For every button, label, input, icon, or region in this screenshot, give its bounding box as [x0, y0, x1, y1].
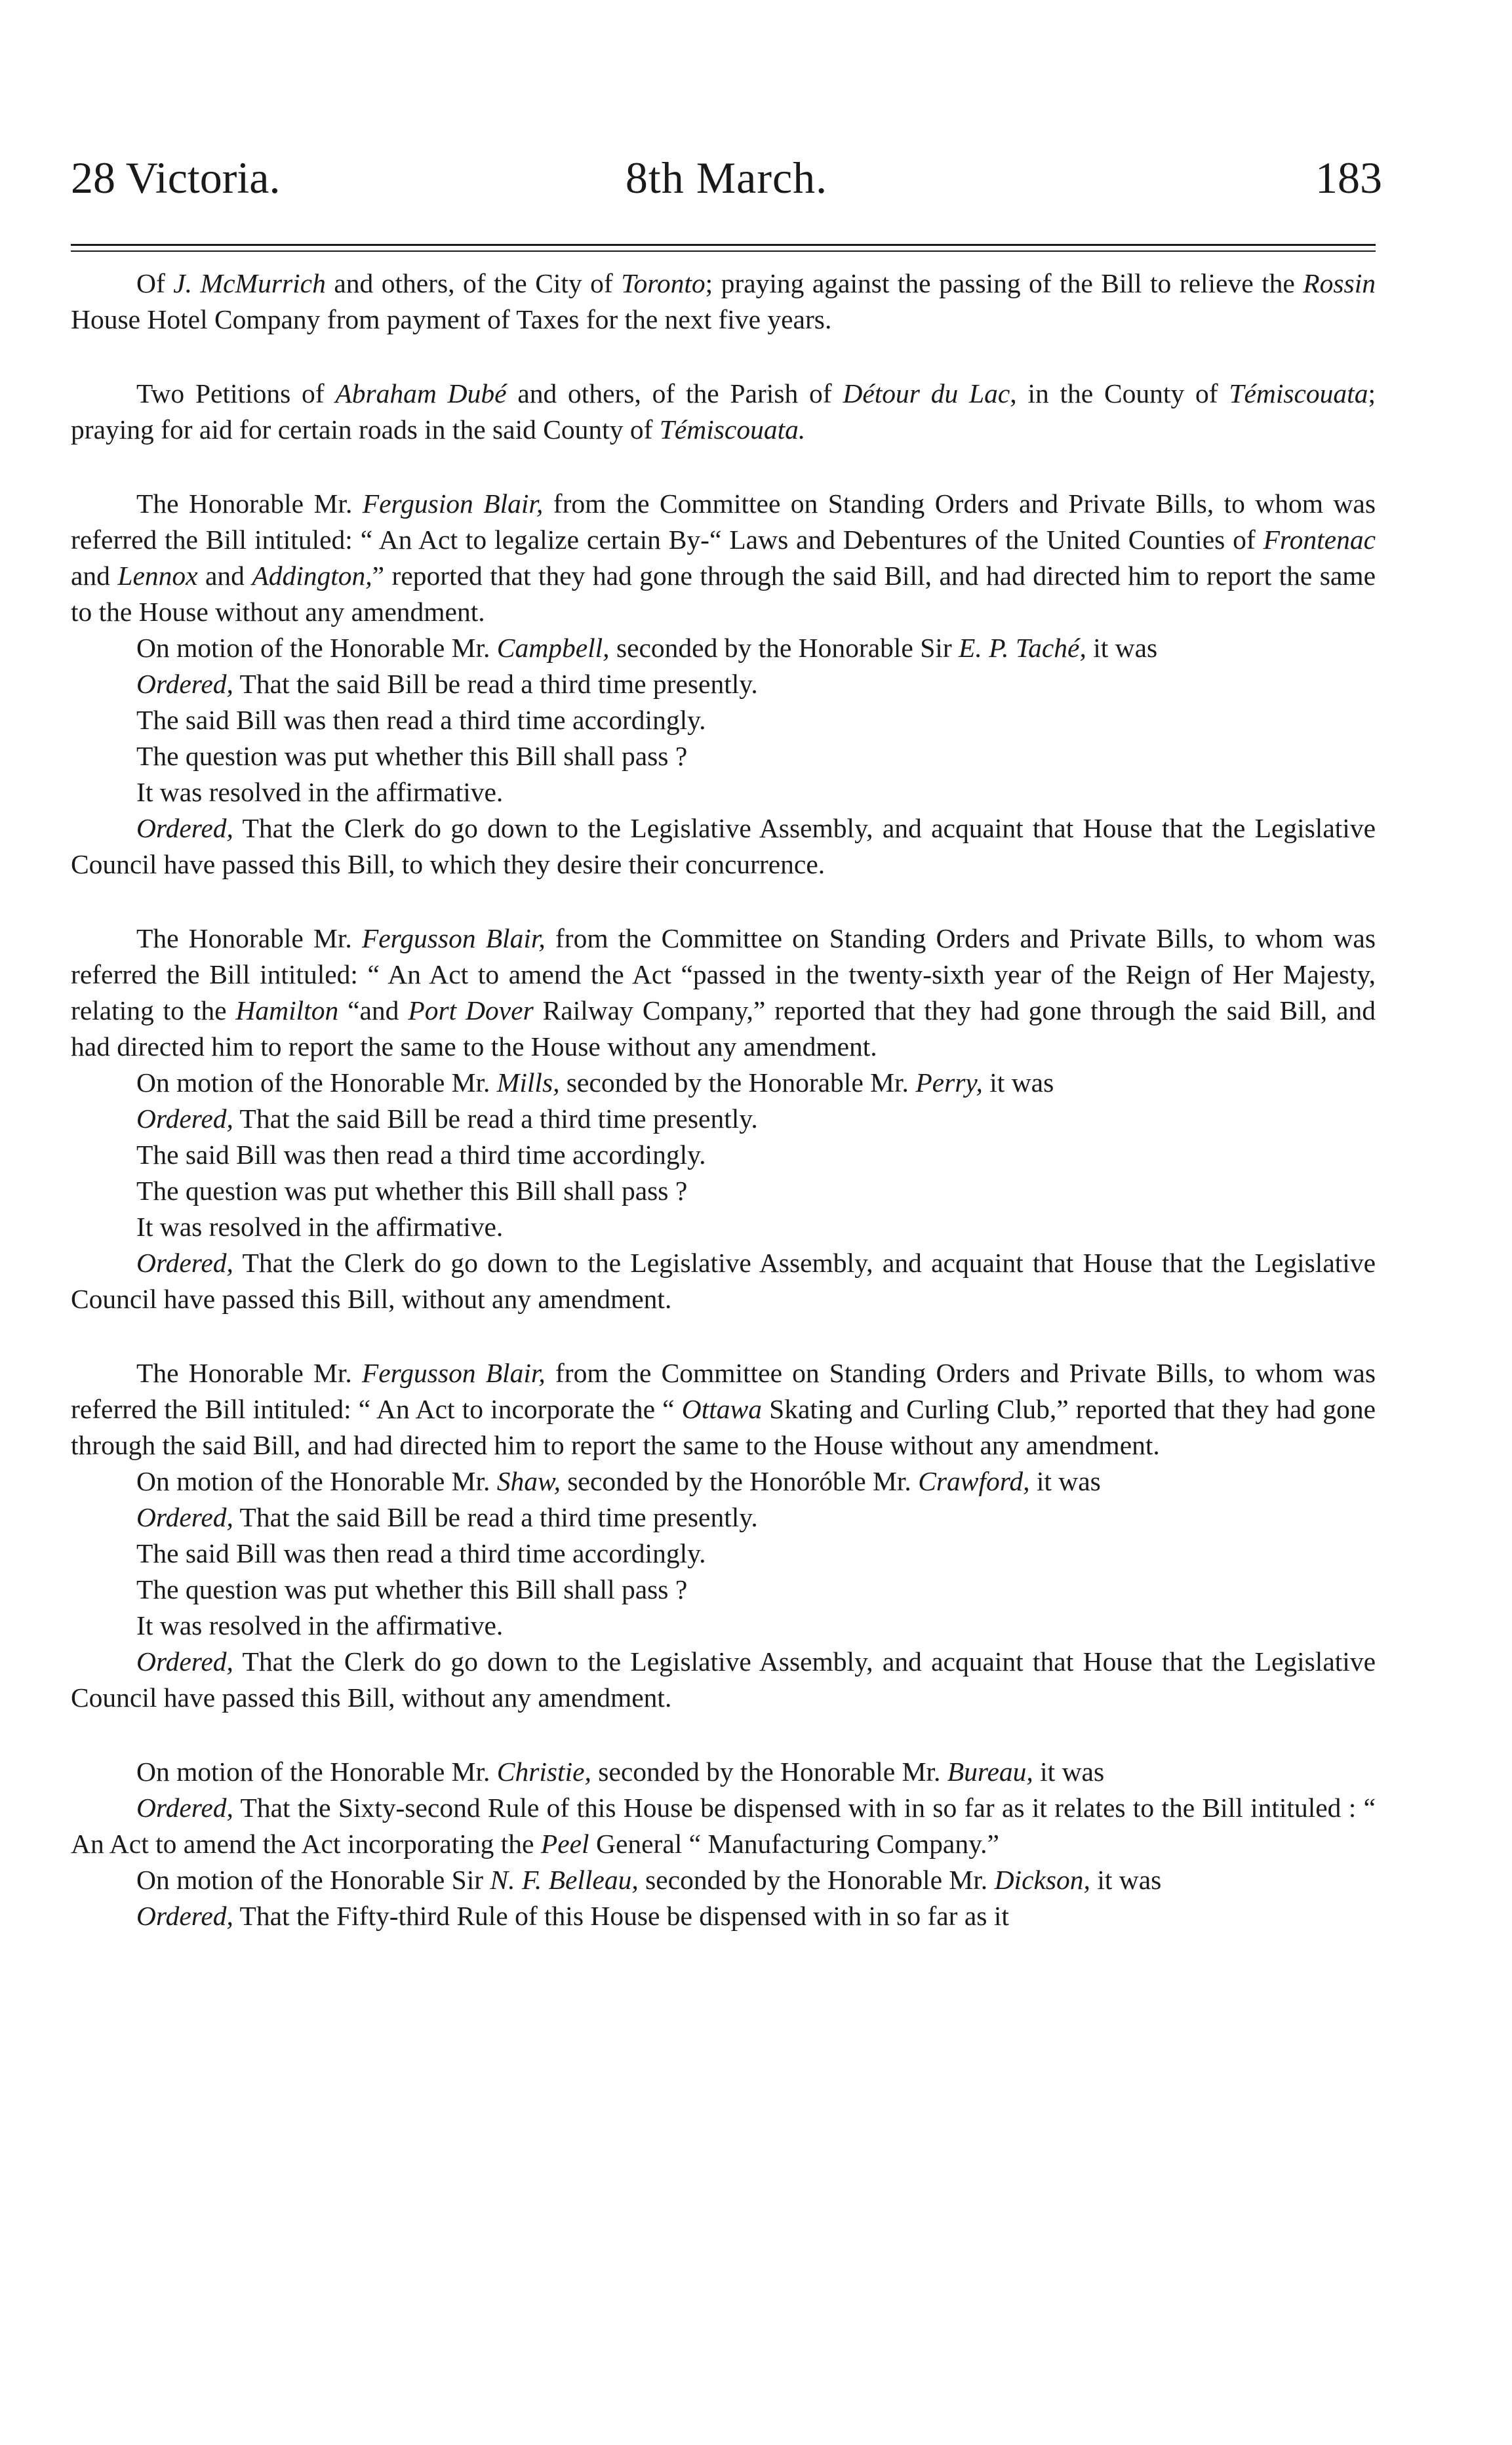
proceeding-line: [71, 1463, 1376, 1500]
italic-text: Ordered,: [136, 1901, 233, 1931]
proceeding-line: [71, 1500, 1376, 1536]
italic-text: Crawford,: [918, 1466, 1030, 1496]
italic-text: J. McMurrich: [173, 268, 326, 298]
italic-text: Shaw,: [496, 1466, 561, 1496]
italic-text: Dickson,: [994, 1865, 1090, 1895]
text-run: It was resolved in the affirmative.: [136, 1212, 504, 1242]
text-run: That the Sixty-second Rule of this House be dispensed with in so far as it relates to the Bill intituled : “ An Act to amend the Act incorporating the: [71, 1793, 1376, 1859]
italic-text: Ordered,: [136, 1248, 233, 1278]
proceeding-line: [71, 774, 1376, 810]
italic-text: Ordered,: [136, 1793, 233, 1823]
italic-text: Témiscouata: [1229, 378, 1368, 408]
proceeding-line: [71, 1644, 1376, 1716]
entry-paragraph: [71, 266, 1376, 338]
journal-entry: [71, 486, 1376, 883]
text-run: That the Clerk do go down to the Legislative Assembly, and acquaint that House that the Legislative Council have passed this Bill, without any amendment.: [71, 1248, 1376, 1314]
proceeding-line: [71, 1101, 1376, 1137]
italic-text: Ordered,: [136, 1502, 233, 1532]
text-run: seconded by the Honorable Mr.: [559, 1067, 916, 1098]
entry-paragraph: [71, 921, 1376, 1065]
text-run: Skating and Curling Club,” reported that they had gone through the said Bill, and had directed him to report the same to the House without any amendment.: [71, 1394, 1376, 1460]
proceeding-line: [71, 1608, 1376, 1644]
entry-paragraph: [71, 376, 1376, 448]
italic-text: Ordered,: [136, 669, 233, 699]
italic-text: Bureau,: [947, 1757, 1033, 1787]
text-run: The Honorable Mr.: [136, 923, 362, 953]
session-label: 28 Victoria.: [71, 153, 281, 203]
text-run: ” reported that they had gone through the said Bill, and had directed him to report the same to the House without any amendment.: [71, 561, 1376, 627]
proceeding-line: [71, 738, 1376, 774]
proceeding-line: [71, 1862, 1376, 1898]
proceeding-line: [71, 1173, 1376, 1209]
entry-paragraph: [71, 1355, 1376, 1463]
text-run: “and: [338, 995, 408, 1025]
text-run: Of: [136, 268, 174, 298]
italic-text: Perry,: [915, 1067, 983, 1098]
italic-text: Fergusion Blair,: [362, 488, 544, 519]
proceeding-line: [71, 1536, 1376, 1572]
italic-text: Mills,: [496, 1067, 560, 1098]
italic-text: Addington,: [252, 561, 372, 591]
proceeding-line: [71, 1209, 1376, 1245]
text-run: That the Clerk do go down to the Legislative Assembly, and acquaint that House that the Legislative Council have passed this Bill, to which they desire their concurrence.: [71, 813, 1376, 879]
text-run: On motion of the Honorable Mr.: [136, 633, 497, 663]
text-run: That the said Bill be read a third time presently.: [233, 1103, 758, 1134]
page-number: 183: [1315, 153, 1382, 203]
italic-text: Rossin: [1303, 268, 1376, 298]
italic-text: E. P. Taché,: [959, 633, 1086, 663]
text-run: The said Bill was then read a third time accordingly.: [136, 1140, 706, 1170]
italic-text: Campbell,: [496, 633, 610, 663]
journal-entry: [71, 266, 1376, 338]
text-run: it was: [1086, 633, 1158, 663]
text-run: it was: [982, 1067, 1054, 1098]
text-run: it was: [1090, 1865, 1162, 1895]
text-run: That the Clerk do go down to the Legislative Assembly, and acquaint that House that the Legislative Council have passed this Bill, without any amendment.: [71, 1646, 1376, 1713]
journal-entry: [71, 921, 1376, 1317]
text-run: Two Petitions of: [136, 378, 336, 408]
text-run: , in the County of: [1010, 378, 1229, 408]
journal-entry: [71, 1355, 1376, 1716]
text-run: it was: [1033, 1757, 1105, 1787]
entry-paragraph: [71, 486, 1376, 630]
proceeding-line: [71, 1065, 1376, 1101]
italic-text: Ordered,: [136, 1103, 233, 1134]
text-run: The question was put whether this Bill shall pass ?: [136, 741, 688, 771]
text-run: and: [197, 561, 252, 591]
text-run: seconded by the Honorable Mr.: [591, 1757, 947, 1787]
text-run: House Hotel Company from payment of Taxes for the next five years.: [71, 304, 832, 334]
date-label: 8th March.: [625, 153, 828, 203]
text-run: On motion of the Honorable Sir: [136, 1865, 490, 1895]
proceeding-line: [71, 810, 1376, 883]
text-run: seconded by the Honoróble Mr.: [561, 1466, 919, 1496]
text-run: It was resolved in the affirmative.: [136, 1610, 504, 1640]
italic-text: Port Dover: [408, 995, 534, 1025]
text-run: The said Bill was then read a third time accordingly.: [136, 1538, 706, 1568]
text-run: Railway Company,” reported that they had gone through the said Bill, and had directed him to report the same to the House without any amendment.: [71, 995, 1376, 1062]
text-run: On motion of the Honorable Mr.: [136, 1757, 497, 1787]
proceeding-line: [71, 1137, 1376, 1173]
proceeding-line: [71, 1898, 1376, 1934]
journal-body: [71, 266, 1376, 1972]
journal-entry: [71, 1754, 1376, 1934]
proceeding-line: [71, 702, 1376, 738]
italic-text: Fergusson Blair,: [361, 1358, 546, 1388]
text-run: That the said Bill be read a third time presently.: [233, 1502, 758, 1532]
italic-text: Christie,: [496, 1757, 591, 1787]
italic-text: Ordered,: [136, 813, 233, 843]
text-run: The said Bill was then read a third time accordingly.: [136, 705, 706, 735]
text-run: seconded by the Honorable Mr.: [638, 1865, 995, 1895]
journal-entry: [71, 376, 1376, 448]
text-run: The question was put whether this Bill shall pass ?: [136, 1574, 688, 1604]
text-run: It was resolved in the affirmative.: [136, 777, 504, 807]
italic-text: Détour du Lac: [843, 378, 1010, 408]
italic-text: Lennox: [117, 561, 198, 591]
text-run: General “ Manufacturing Company.”: [589, 1829, 999, 1859]
text-run: seconded by the Honorable Sir: [609, 633, 959, 663]
text-run: and others, of the Parish of: [506, 378, 843, 408]
proceeding-line: [71, 666, 1376, 702]
text-run: That the Fifty-third Rule of this House be dispensed with in so far as it: [233, 1901, 1009, 1931]
italic-text: Témiscouata.: [659, 414, 806, 445]
italic-text: Ottawa: [681, 1394, 762, 1424]
text-run: That the said Bill be read a third time presently.: [233, 669, 758, 699]
italic-text: Peel: [540, 1829, 589, 1859]
proceeding-line: [71, 1245, 1376, 1317]
header-rule-top: [71, 244, 1376, 246]
text-run: The question was put whether this Bill shall pass ?: [136, 1176, 688, 1206]
text-run: from the Committee on Standing Orders and Private Bills, to whom was referred the Bill intituled: “ An Act to incorporate the “: [71, 1358, 1376, 1424]
italic-text: Abraham Dubé: [335, 378, 507, 408]
proceeding-line: [71, 1572, 1376, 1608]
text-run: and others, of the City of: [325, 268, 622, 298]
proceeding-line: [71, 630, 1376, 666]
italic-text: N. F. Belleau,: [490, 1865, 639, 1895]
text-run: it was: [1029, 1466, 1101, 1496]
italic-text: Frontenac: [1263, 525, 1376, 555]
text-run: from the Committee on Standing Orders and Private Bills, to whom was referred the Bill intituled: “ An Act to legalize certain By-“ Laws and Debentures of the United Counties of: [71, 488, 1376, 555]
italic-text: Ordered,: [136, 1646, 233, 1677]
italic-text: Toronto: [621, 268, 706, 298]
text-run: and: [71, 561, 118, 591]
italic-text: Hamilton: [235, 995, 339, 1025]
text-run: On motion of the Honorable Mr.: [136, 1466, 497, 1496]
text-run: from the Committee on Standing Orders and Private Bills, to whom was referred the Bill intituled: “ An Act to amend the Act “passed in the twenty-sixth year of the Reign of Her Majesty, relating to the: [71, 923, 1376, 1025]
text-run: The Honorable Mr.: [136, 1358, 362, 1388]
text-run: The Honorable Mr.: [136, 488, 363, 519]
text-run: ; praying for aid for certain roads in the said County of: [71, 378, 1376, 445]
entry-paragraph: [71, 1754, 1376, 1790]
proceeding-line: [71, 1790, 1376, 1862]
text-run: ; praying against the passing of the Bill to relieve the: [705, 268, 1303, 298]
header-rule-bottom: [71, 250, 1376, 252]
italic-text: Fergusson Blair,: [361, 923, 546, 953]
text-run: On motion of the Honorable Mr.: [136, 1067, 497, 1098]
page-header: [71, 152, 1382, 237]
